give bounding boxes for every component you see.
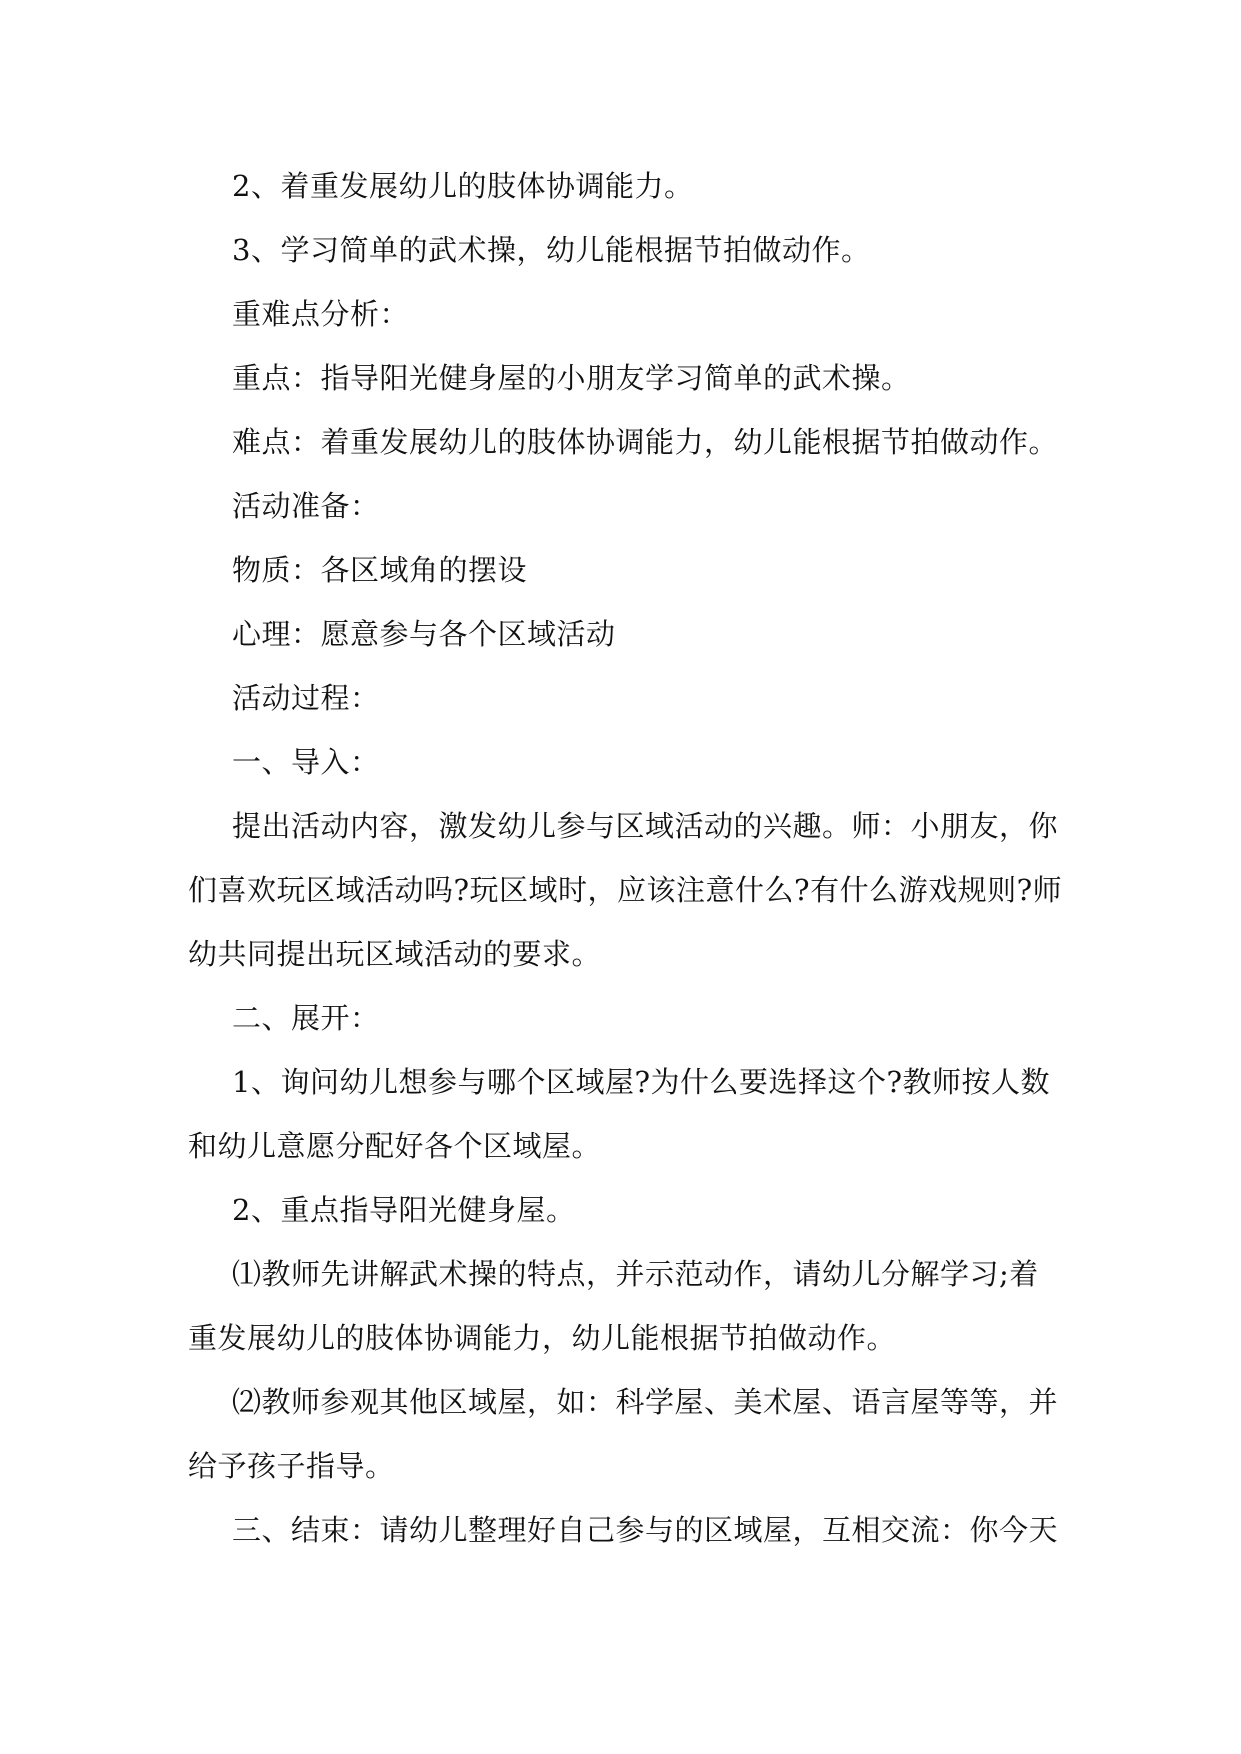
difficulty-paragraph: 难点：着重发展幼儿的肢体协调能力，幼儿能根据节拍做动作。 bbox=[232, 425, 1059, 459]
mental-preparation-paragraph: 心理：愿意参与各个区域活动 bbox=[232, 617, 616, 651]
key-point-paragraph: 重点：指导阳光健身屋的小朋友学习简单的武术操。 bbox=[232, 361, 911, 395]
process-heading: 活动过程： bbox=[232, 681, 380, 715]
introduction-paragraph: 提出活动内容，激发幼儿参与区域活动的兴趣。师：小朋友，你们喜欢玩区域活动吗?玩区域时，应该注意什么?有什么游戏规则?师幼共同提出玩区域活动的要求。 bbox=[188, 809, 1063, 971]
introduction-heading: 一、导入： bbox=[232, 745, 380, 779]
key-difficulty-heading: 重难点分析： bbox=[232, 297, 410, 331]
goal-3-paragraph: 3、学习简单的武术操，幼儿能根据节拍做动作。 bbox=[232, 233, 871, 267]
material-preparation-paragraph: 物质：各区域角的摆设 bbox=[232, 553, 528, 587]
development-heading: 二、展开： bbox=[232, 1001, 380, 1035]
development-step-1-paragraph: 1、询问幼儿想参与哪个区域屋?为什么要选择这个?教师按人数和幼儿意愿分配好各个区域屋。 bbox=[188, 1065, 1051, 1163]
sub-step-2-paragraph: ⑵教师参观其他区域屋，如：科学屋、美术屋、语言屋等等，并给予孩子指导。 bbox=[188, 1385, 1059, 1483]
document-body bbox=[188, 154, 1068, 1562]
conclusion-paragraph: 三、结束：请幼儿整理好自己参与的区域屋，互相交流：你今天 bbox=[232, 1513, 1059, 1547]
sub-step-1-paragraph: ⑴教师先讲解武术操的特点，并示范动作，请幼儿分解学习;着重发展幼儿的肢体协调能力，幼儿能根据节拍做动作。 bbox=[188, 1257, 1039, 1355]
goal-2-paragraph: 2、着重发展幼儿的肢体协调能力。 bbox=[232, 169, 694, 203]
development-step-2-paragraph: 2、重点指导阳光健身屋。 bbox=[232, 1193, 576, 1227]
preparation-heading: 活动准备： bbox=[232, 489, 380, 523]
